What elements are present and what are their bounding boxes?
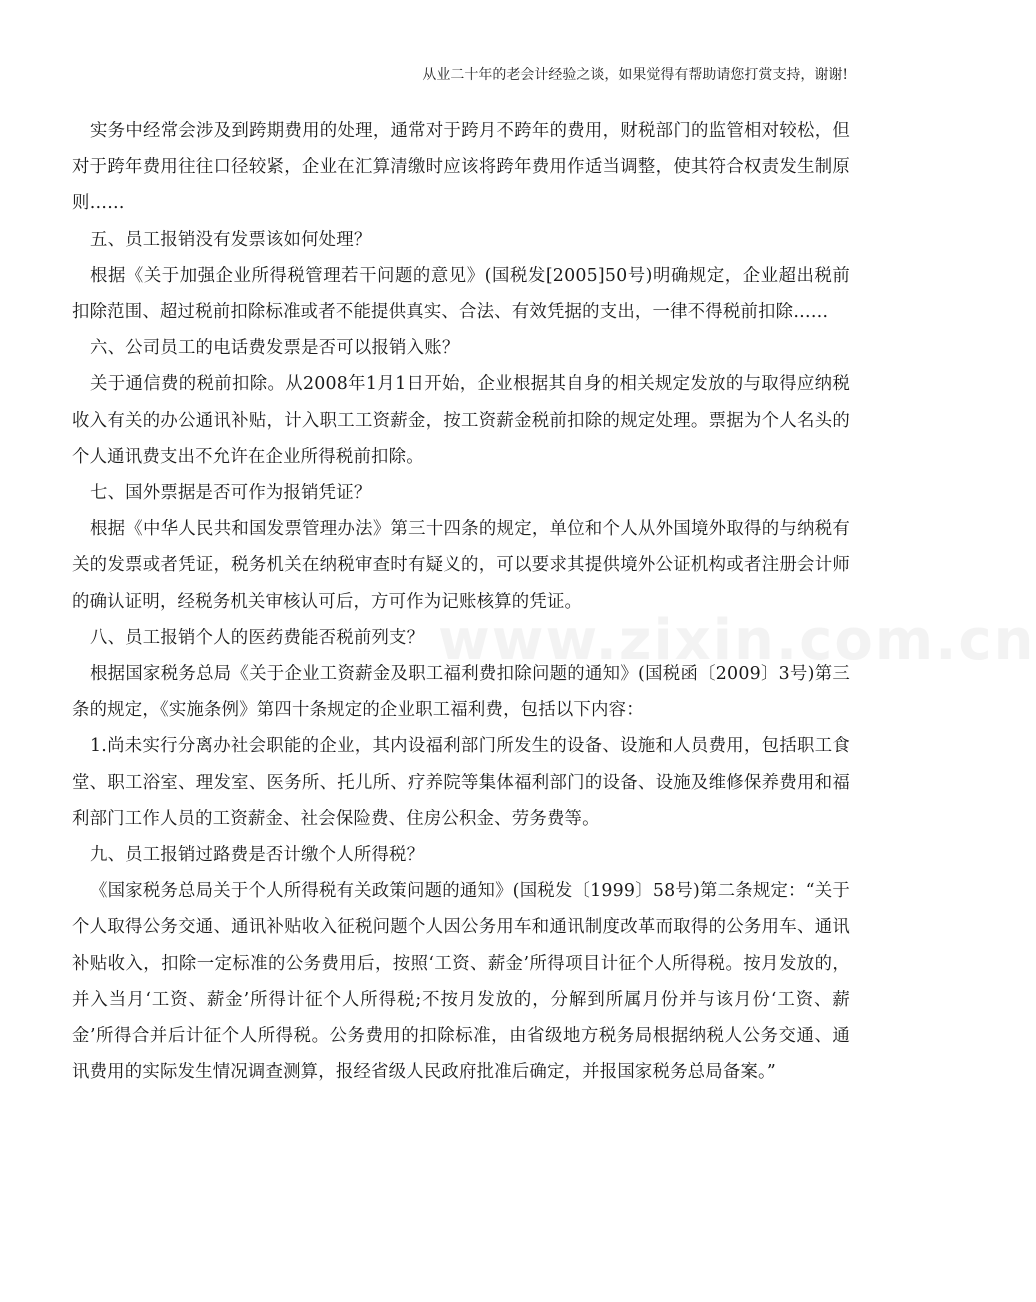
paragraph-section-7: 根据《中华人民共和国发票管理办法》第三十四条的规定，单位和个人从外国境外取得的与纳税有关的发票或者凭证，税务机关在纳税审查时有疑义的，可以要求其提供境外公证机构或者注册会计师的确认证明，经税务机关审核认可后，方可作为记账核算的凭证。 [72,519,850,612]
heading-section-7: 七、国外票据是否可作为报销凭证？ [90,483,372,504]
heading-section-6: 六、公司员工的电话费发票是否可以报销入账？ [90,338,460,359]
header-note: 从业二十年的老会计经验之谈，如果觉得有帮助请您打赏支持，谢谢! [422,67,848,83]
paragraph-section-5: 根据《关于加强企业所得税管理若干问题的意见》(国税发[2005]50号)明确规定，企业超出税前扣除范围、超过税前扣除标准或者不能提供真实、合法、有效凭据的支出，一律不得税前扣除…… [72,265,850,323]
heading-section-5: 五、员工报销没有发票该如何处理？ [90,229,372,250]
paragraph-intro: 实务中经常会涉及到跨期费用的处理，通常对于跨月不跨年的费用，财税部门的监管相对较松，但对于跨年费用往往口径较紧，企业在汇算清缴时应该将跨年费用作适当调整，使其符合权责发生制原则…… [72,121,850,214]
paragraph-section-9: 《国家税务总局关于个人所得税有关政策问题的通知》(国税发〔1999〕58号)第二条规定：“关于个人取得公务交通、通讯补贴收入征税问题个人因公务用车和通讯制度改革而取得的公务用车、通讯补贴收入，扣除一定标准的公务费用后，按照‘工资、薪金’所得项目计征个人所得税。按月发放的，并入当月‘工资、薪金’所得计征个人所得税;不按月发放的，分解到所属月份并与该月份‘工资、薪金’所得合并后计征个人所得税。公务费用的扣除标准，由省级地方税务局根据纳税人公务交通、通讯费用的实际发生情况调查测算，报经省级人民政府批准后确定，并报国家税务总局备案。” [72,881,850,1083]
paragraph-section-8-item-1: 1.尚未实行分离办社会职能的企业，其内设福利部门所发生的设备、设施和人员费用，包括职工食堂、职工浴室、理发室、医务所、托儿所、疗养院等集体福利部门的设备、设施及维修保养费用和福利部门工作人员的工资薪金、社会保险费、住房公积金、劳务费等。 [72,736,850,829]
heading-section-8: 八、员工报销个人的医药费能否税前列支？ [90,627,425,648]
watermark: www.zixin.com.cn [438,608,1036,673]
paragraph-section-8: 根据国家税务总局《关于企业工资薪金及职工福利费扣除问题的通知》(国税函〔2009〕3号)第三条的规定，《实施条例》第四十条规定的企业职工福利费，包括以下内容： [72,664,850,721]
document-body [72,113,850,1090]
paragraph-section-6: 关于通信费的税前扣除。从2008年1月1日开始，企业根据其自身的相关规定发放的与取得应纳税收入有关的办公通讯补贴，计入职工工资薪金，按工资薪金税前扣除的规定处理。票据为个人名头的个人通讯费支出不允许在企业所得税前扣除。 [72,374,850,467]
heading-section-9: 九、员工报销过路费是否计缴个人所得税？ [90,845,425,866]
